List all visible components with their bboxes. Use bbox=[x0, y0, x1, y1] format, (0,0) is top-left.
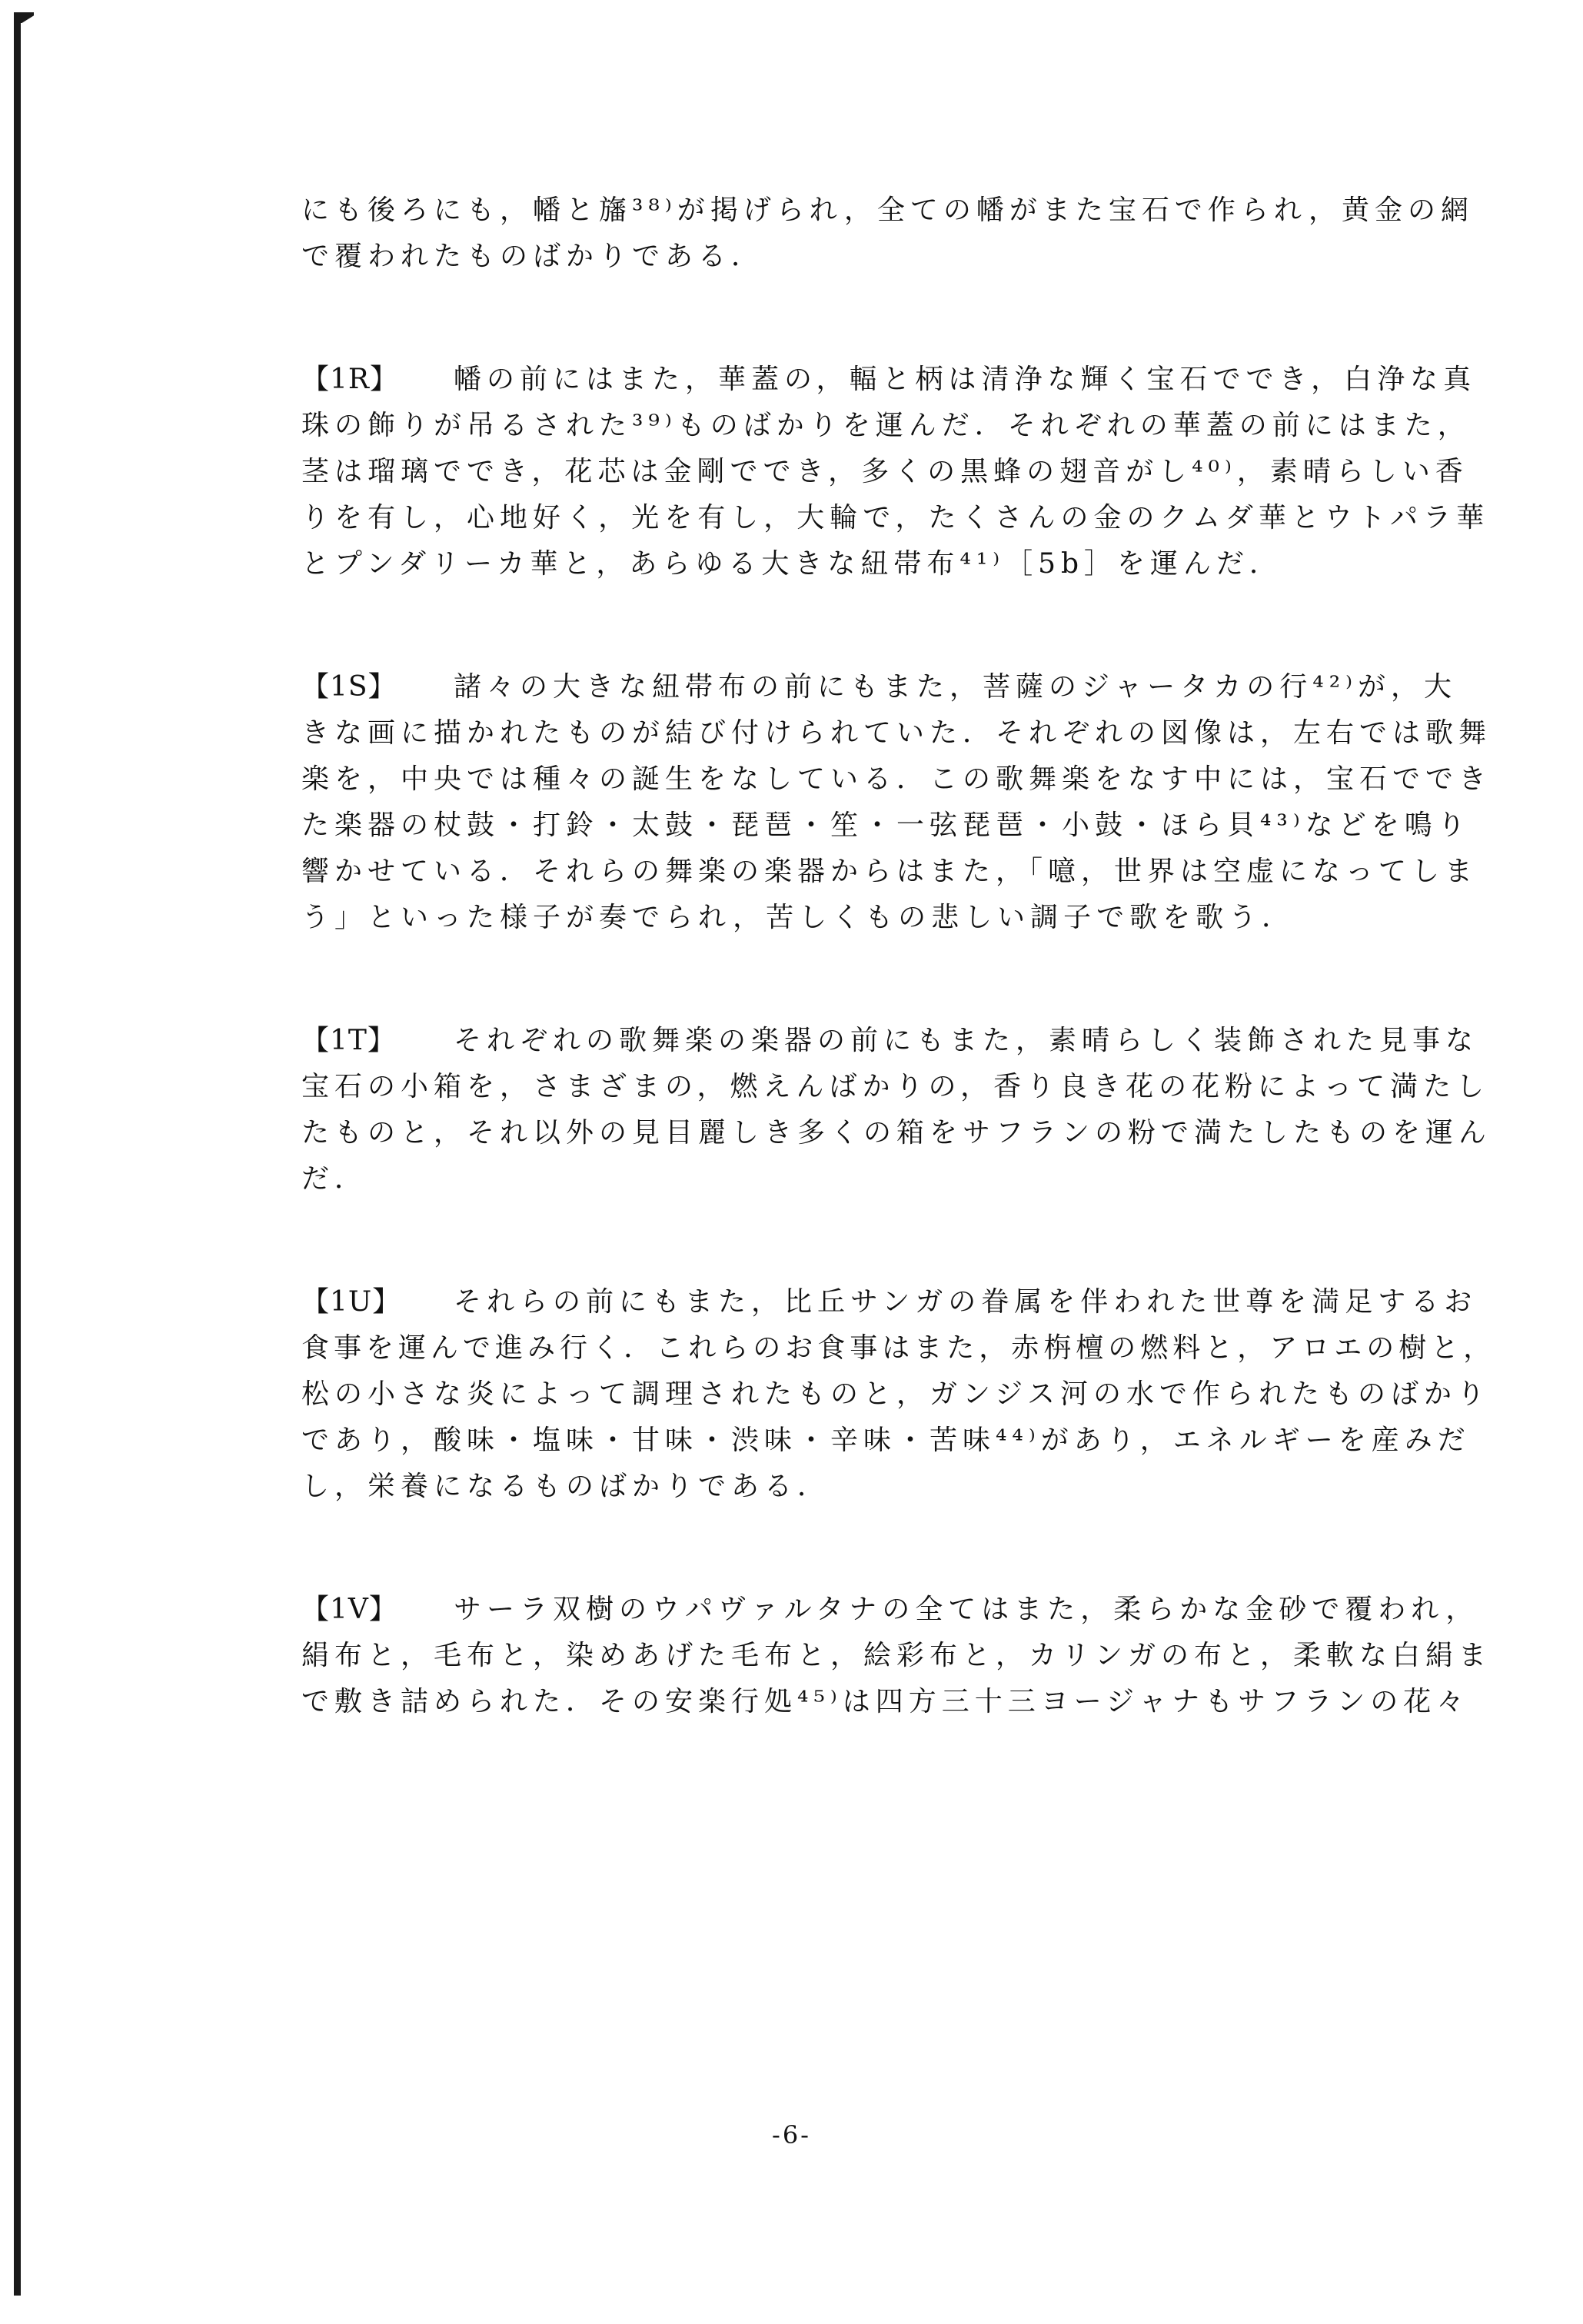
text-line bbox=[301, 188, 1493, 234]
line-text: 珠の飾りが吊るされた³⁹⁾ものばかりを運んだ．それぞれの華蓋の前にはまた， bbox=[301, 410, 1471, 441]
line-text: 松の小さな炎によって調理されたものと，ガンジス河の水で作られたものばかり bbox=[301, 1378, 1491, 1410]
text-line bbox=[301, 449, 1493, 495]
line-text: 茎は瑠璃ででき，花芯は金剛ででき，多くの黒蜂の翅音がし⁴⁰⁾，素晴らしい香 bbox=[301, 456, 1468, 487]
line-text: にも後ろにも，幡と旛³⁸⁾が掲げられ，全ての幡がまた宝石で作られ，黄金の網 bbox=[301, 194, 1475, 226]
line-text: し，栄養になるものばかりである． bbox=[301, 1471, 831, 1502]
section-label: 【1V】 bbox=[301, 1594, 397, 1625]
binding-edge bbox=[14, 20, 21, 2296]
text-line bbox=[301, 1156, 1493, 1202]
line-text: であり，酸味・塩味・甘味・渋味・辛味・苦味⁴⁴⁾があり，エネルギーを産みだ bbox=[301, 1425, 1471, 1456]
line-text: それらの前にもまた，比丘サンガの眷属を伴われた世尊を満足するお bbox=[454, 1286, 1478, 1318]
document-body bbox=[301, 188, 1496, 1725]
line-text: りを有し，心地好く，光を有し，大輪で，たくさんの金のクムダ華とウトパラ華 bbox=[301, 502, 1490, 534]
line-text: 楽を，中央では種々の誕生をなしている．この歌舞楽をなす中には，宝石ででき bbox=[301, 763, 1492, 795]
text-line bbox=[301, 1418, 1493, 1464]
line-text: サーラ双樹のウパヴァルタナの全てはまた，柔らかな金砂で覆われ， bbox=[454, 1594, 1479, 1625]
text-line bbox=[301, 1064, 1493, 1110]
line-text: 諸々の大きな紐帯布の前にもまた，菩薩のジャータカの行⁴²⁾が，大 bbox=[454, 671, 1457, 703]
text-line bbox=[301, 541, 1493, 587]
text-line bbox=[301, 1279, 1493, 1325]
text-line bbox=[301, 357, 1493, 403]
text-line bbox=[301, 1633, 1493, 1679]
section-label: 【1S】 bbox=[301, 671, 397, 703]
text-line bbox=[301, 403, 1493, 449]
line-text: きな画に描かれたものが結び付けられていた．それぞれの図像は，左右では歌舞 bbox=[301, 717, 1492, 749]
paragraph bbox=[301, 357, 1493, 587]
line-text: だ． bbox=[301, 1163, 368, 1195]
text-line bbox=[301, 803, 1493, 849]
paragraph bbox=[301, 1279, 1496, 1510]
line-text: 絹布と，毛布と，染めあげた毛布と，絵彩布と，カリンガの布と，柔軟な白絹ま bbox=[301, 1640, 1492, 1671]
section-label: 【1R】 bbox=[301, 364, 399, 395]
text-line bbox=[301, 756, 1493, 803]
text-line bbox=[301, 1110, 1493, 1156]
text-line bbox=[301, 234, 1493, 280]
paragraph bbox=[301, 1018, 1493, 1202]
text-line bbox=[301, 1464, 1493, 1510]
line-text: 響かせている．それらの舞楽の楽器からはまた，「噫，世界は空虚になってしま bbox=[301, 856, 1478, 887]
page-number: -6- bbox=[772, 2120, 811, 2149]
line-text: で敷き詰められた．その安楽行処⁴⁵⁾は四方三十三ヨージャナもサフランの花々 bbox=[301, 1686, 1470, 1717]
line-text: たものと，それ以外の見目麗しき多くの箱をサフランの粉で満たしたものを運ん bbox=[301, 1117, 1492, 1149]
line-text: 宝石の小箱を，さまざまの，燃えんばかりの，香り良き花の花粉によって満たし bbox=[301, 1071, 1490, 1102]
paragraph bbox=[301, 664, 1493, 941]
text-line bbox=[301, 895, 1493, 941]
section-label: 【1T】 bbox=[301, 1025, 396, 1056]
line-text: う」といった様子が奏でられ，苦しくもの悲しい調子で歌を歌う． bbox=[301, 902, 1295, 933]
text-line bbox=[301, 1325, 1496, 1371]
text-line bbox=[301, 1679, 1493, 1725]
line-text: とプンダリーカ華と，あらゆる大きな紐帯布⁴¹⁾［5b］を運んだ． bbox=[301, 548, 1283, 580]
text-line bbox=[301, 1018, 1493, 1064]
line-text: た楽器の杖鼓・打鈴・太鼓・琵琶・笙・一弦琵琶・小鼓・ほら貝⁴³⁾などを鳴り bbox=[301, 810, 1471, 841]
line-text: 幡の前にはまた，華蓋の，輻と柄は清浄な輝く宝石ででき，白浄な真 bbox=[454, 364, 1477, 395]
text-line bbox=[301, 1587, 1493, 1633]
text-line bbox=[301, 495, 1493, 541]
line-text: それぞれの歌舞楽の楽器の前にもまた，素晴らしく装飾された見事な bbox=[454, 1025, 1479, 1056]
text-line bbox=[301, 849, 1493, 895]
line-text: 食事を運んで進み行く．これらのお食事はまた，赤栴檀の燃料と，アロエの樹と， bbox=[301, 1332, 1496, 1364]
line-text: で覆われたものばかりである． bbox=[301, 241, 765, 272]
text-line bbox=[301, 664, 1493, 710]
section-label: 【1U】 bbox=[301, 1286, 401, 1318]
paragraph bbox=[301, 1587, 1493, 1725]
paragraph bbox=[301, 188, 1493, 280]
text-line bbox=[301, 1371, 1493, 1418]
text-line bbox=[301, 710, 1493, 756]
